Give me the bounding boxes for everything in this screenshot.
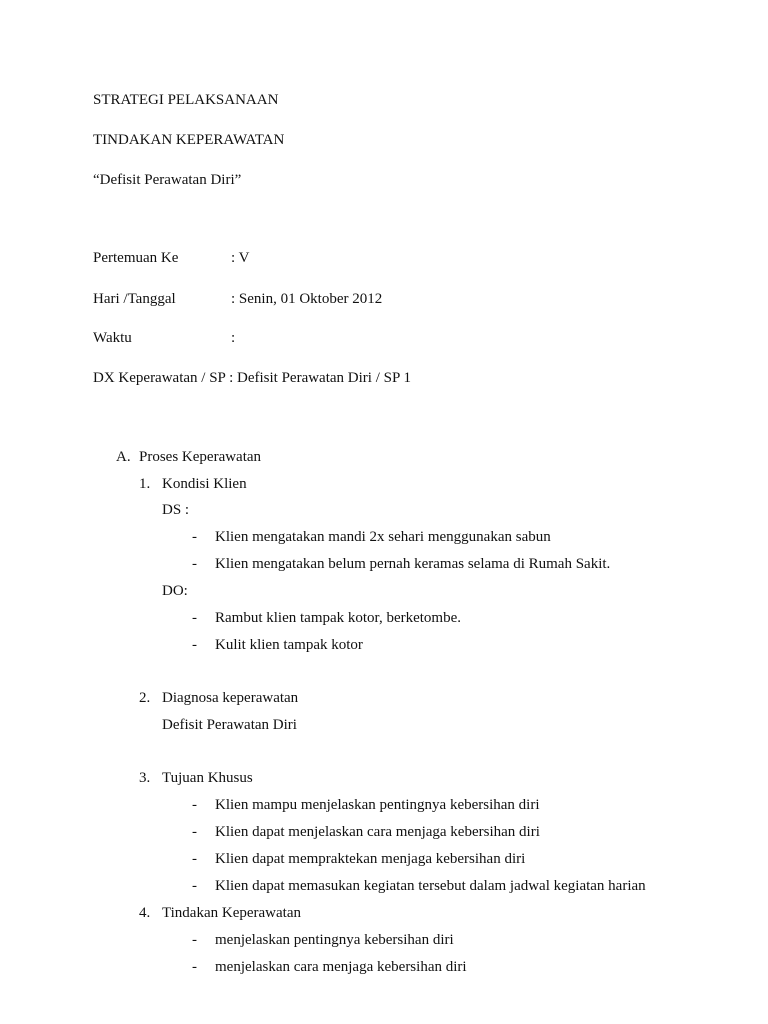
goal-item: Klien dapat mempraktekan menjaga kebersihan diri — [215, 851, 526, 867]
action-item: menjelaskan cara menjaga kebersihan diri — [215, 959, 467, 975]
bullet-dash: - — [192, 529, 197, 545]
goal-item: Klien mampu menjelaskan pentingnya kebersihan diri — [215, 797, 540, 813]
item2-title: Diagnosa keperawatan — [162, 690, 299, 706]
item1-marker: 1. — [139, 476, 151, 492]
bullet-dash: - — [192, 878, 197, 894]
item1-title: Kondisi Klien — [162, 476, 247, 492]
item2-marker: 2. — [139, 690, 151, 706]
item2-text: Defisit Perawatan Diri — [162, 717, 297, 733]
date-label: Hari /Tanggal — [93, 291, 176, 307]
item4-title: Tindakan Keperawatan — [162, 905, 301, 921]
bullet-dash: - — [192, 959, 197, 975]
date-value: : Senin, 01 Oktober 2012 — [231, 291, 383, 307]
section-a-title: Proses Keperawatan — [139, 449, 262, 465]
time-label: Waktu — [93, 330, 132, 346]
doc-subtitle: “Defisit Perawatan Diri” — [93, 172, 242, 188]
bullet-dash: - — [192, 556, 197, 572]
doc-title-line2: TINDAKAN KEPERAWATAN — [93, 132, 285, 148]
section-a-marker: A. — [116, 449, 131, 465]
ds-item: Klien mengatakan mandi 2x sehari menggunakan sabun — [215, 529, 551, 545]
item4-marker: 4. — [139, 905, 151, 921]
goal-item: Klien dapat menjelaskan cara menjaga kebersihan diri — [215, 824, 540, 840]
bullet-dash: - — [192, 824, 197, 840]
meeting-value: : V — [231, 250, 250, 266]
action-item: menjelaskan pentingnya kebersihan diri — [215, 932, 454, 948]
bullet-dash: - — [192, 797, 197, 813]
item3-marker: 3. — [139, 770, 151, 786]
time-value: : — [231, 330, 236, 346]
do-item: Kulit klien tampak kotor — [215, 637, 363, 653]
ds-label: DS : — [162, 502, 190, 518]
doc-title-line1: STRATEGI PELAKSANAAN — [93, 92, 279, 108]
bullet-dash: - — [192, 932, 197, 948]
do-label: DO: — [162, 583, 188, 599]
bullet-dash: - — [192, 637, 197, 653]
dx-line: DX Keperawatan / SP : Defisit Perawatan Diri / SP 1 — [93, 370, 411, 386]
bullet-dash: - — [192, 851, 197, 867]
do-item: Rambut klien tampak kotor, berketombe. — [215, 610, 462, 626]
bullet-dash: - — [192, 610, 197, 626]
goal-item: Klien dapat memasukan kegiatan tersebut dalam jadwal kegiatan harian — [215, 878, 646, 894]
ds-item: Klien mengatakan belum pernah keramas selama di Rumah Sakit. — [215, 556, 611, 572]
meeting-label: Pertemuan Ke — [93, 250, 179, 266]
item3-title: Tujuan Khusus — [162, 770, 253, 786]
